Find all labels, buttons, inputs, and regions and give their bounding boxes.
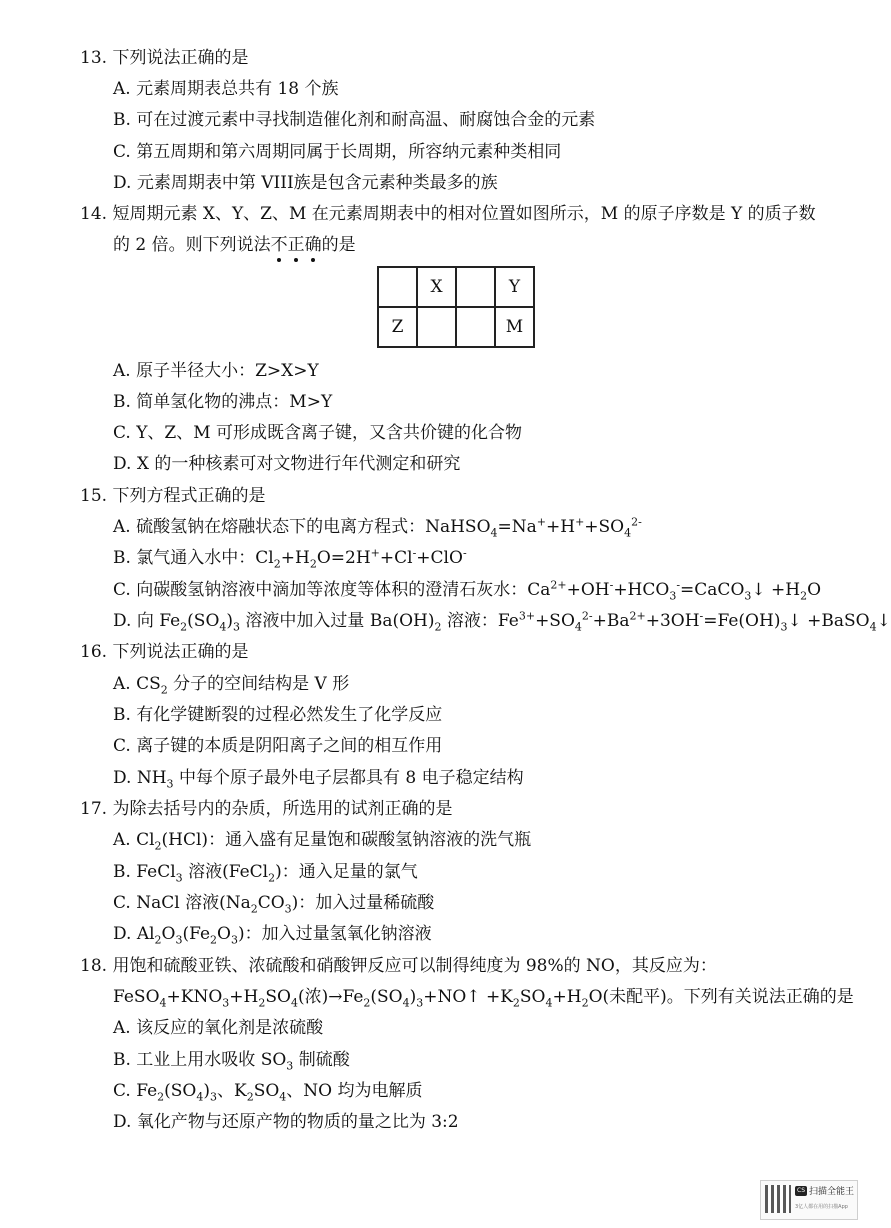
q16-option-b: B. 有化学键断裂的过程必然发生了化学反应 [113, 705, 443, 725]
q17-option-a: A. $Cl_2(HCl)$：通入盛有足量饱和碳酸氢钠溶液的洗气瓶 [113, 830, 532, 853]
q14-emph-char-3: 确 [304, 235, 322, 255]
q14-stem-pre: 的 2 倍。则下列说法 [113, 235, 271, 255]
q16-option-c: C. 离子键的本质是阴阳离子之间的相互作用 [113, 736, 443, 756]
question-18-stem-line1: 18. 用饱和硫酸亚铁、浓硫酸和硝酸钾反应可以制得纯度为 98%的 NO，其反应为： [80, 956, 717, 976]
question-16-stem: 16. 下列说法正确的是 [80, 642, 249, 662]
qr-code-icon [765, 1185, 791, 1213]
q18-option-d: D. 氧化产物与还原产物的物质的量之比为 3:2 [113, 1112, 459, 1132]
table-row [378, 267, 534, 307]
table-cell [378, 267, 417, 307]
q15-option-d: D. 向 $Fe_2(SO_4)_3$ 溶液中加入过量 $Ba(OH)_2$ 溶液：$Fe^{3+}+SO_4^{2-}+Ba^{2+}+3OH^-=Fe(OH)_3↓$ +BaSO$_4$↓ [113, 609, 891, 634]
question-14-stem-line2 [113, 234, 356, 256]
q17-option-d: D. $Al_2O_3(Fe_2O_3)$：加入过量氢氧化钠溶液 [113, 924, 432, 947]
q14-option-c: C. Y、Z、M 可形成既含离子键，又含共价键的化合物 [113, 423, 523, 443]
table-cell [417, 307, 456, 347]
q14-option-a: A. 原子半径大小：Z>X>Y [113, 361, 319, 381]
q15-option-a: A. 硫酸氢钠在熔融状态下的电离方程式：$NaHSO_4=Na^++H^++SO_4^{2-}$ [113, 515, 642, 540]
q14-emph-char-1: 不 [270, 235, 288, 255]
q16-option-d: D. $NH_3$ 中每个原子最外电子层都具有 8 电子稳定结构 [113, 768, 524, 791]
q15-option-c: C. 向碳酸氢钠溶液中滴加等浓度等体积的澄清石灰水：$Ca^{2+}+OH^-+HCO_3^-=CaCO_3↓ +H_2O$ [113, 578, 822, 603]
question-13-stem: 13. 下列说法正确的是 [80, 48, 249, 68]
table-cell: Y [495, 267, 534, 307]
q13-option-d: D. 元素周期表中第 VIII族是包含元素种类最多的族 [113, 173, 498, 193]
table-cell: X [417, 267, 456, 307]
table-row [378, 307, 534, 347]
q15-option-b: B. 氯气通入水中：$Cl_2+H_2O=2H^++Cl^-+ClO^-$ [113, 546, 467, 571]
q16-option-a: A. $CS_2$ 分子的空间结构是 V 形 [113, 674, 350, 697]
watermark-subtitle: 3亿人都在用的扫描App [795, 1204, 848, 1210]
q14-emph-char-2: 正 [287, 235, 305, 255]
periodic-position-table [377, 266, 535, 348]
table-cell: M [495, 307, 534, 347]
q13-option-a: A. 元素周期表总共有 18 个族 [113, 79, 339, 99]
question-18-stem-line2: $FeSO_4+KNO_3+H_2SO_4$(浓)$\to Fe_2(SO_4)_3+NO↑ +K_2SO_4+H_2O$(未配平)。下列有关说法正确的是 [113, 987, 854, 1010]
cs-logo-icon: CS [797, 1187, 805, 1194]
camscanner-watermark [760, 1180, 858, 1220]
q14-option-b: B. 简单氢化物的沸点：M>Y [113, 392, 333, 412]
question-14-stem-line1: 14. 短周期元素 X、Y、Z、M 在元素周期表中的相对位置如图所示，M 的原子序数是 Y 的质子数 [80, 204, 816, 224]
table-cell [456, 267, 495, 307]
q14-stem-post: 的是 [321, 235, 356, 255]
table-cell: Z [378, 307, 417, 347]
question-17-stem: 17. 为除去括号内的杂质，所选用的试剂正确的是 [80, 799, 453, 819]
table-cell [456, 307, 495, 347]
q13-option-b: B. 可在过渡元素中寻找制造催化剂和耐高温、耐腐蚀合金的元素 [113, 110, 596, 130]
q17-option-c: C. NaCl 溶液$(Na_2CO_3)$：加入过量稀硫酸 [113, 893, 435, 916]
q13-option-c: C. 第五周期和第六周期同属于长周期，所容纳元素种类相同 [113, 142, 562, 162]
q14-option-d: D. X 的一种核素可对文物进行年代测定和研究 [113, 454, 461, 474]
q18-option-a: A. 该反应的氧化剂是浓硫酸 [113, 1018, 324, 1038]
q18-option-c: C. $Fe_2(SO_4)_3$、$K_2SO_4$、NO 均为电解质 [113, 1081, 423, 1104]
q17-option-b: B. FeCl$_3$ 溶液(FeCl$_2$)：通入足量的氯气 [113, 862, 418, 885]
q18-option-b: B. 工业上用水吸收 $SO_3$ 制硫酸 [113, 1050, 350, 1073]
question-15-stem: 15. 下列方程式正确的是 [80, 486, 266, 506]
watermark-title: 扫描全能王 [809, 1187, 855, 1197]
